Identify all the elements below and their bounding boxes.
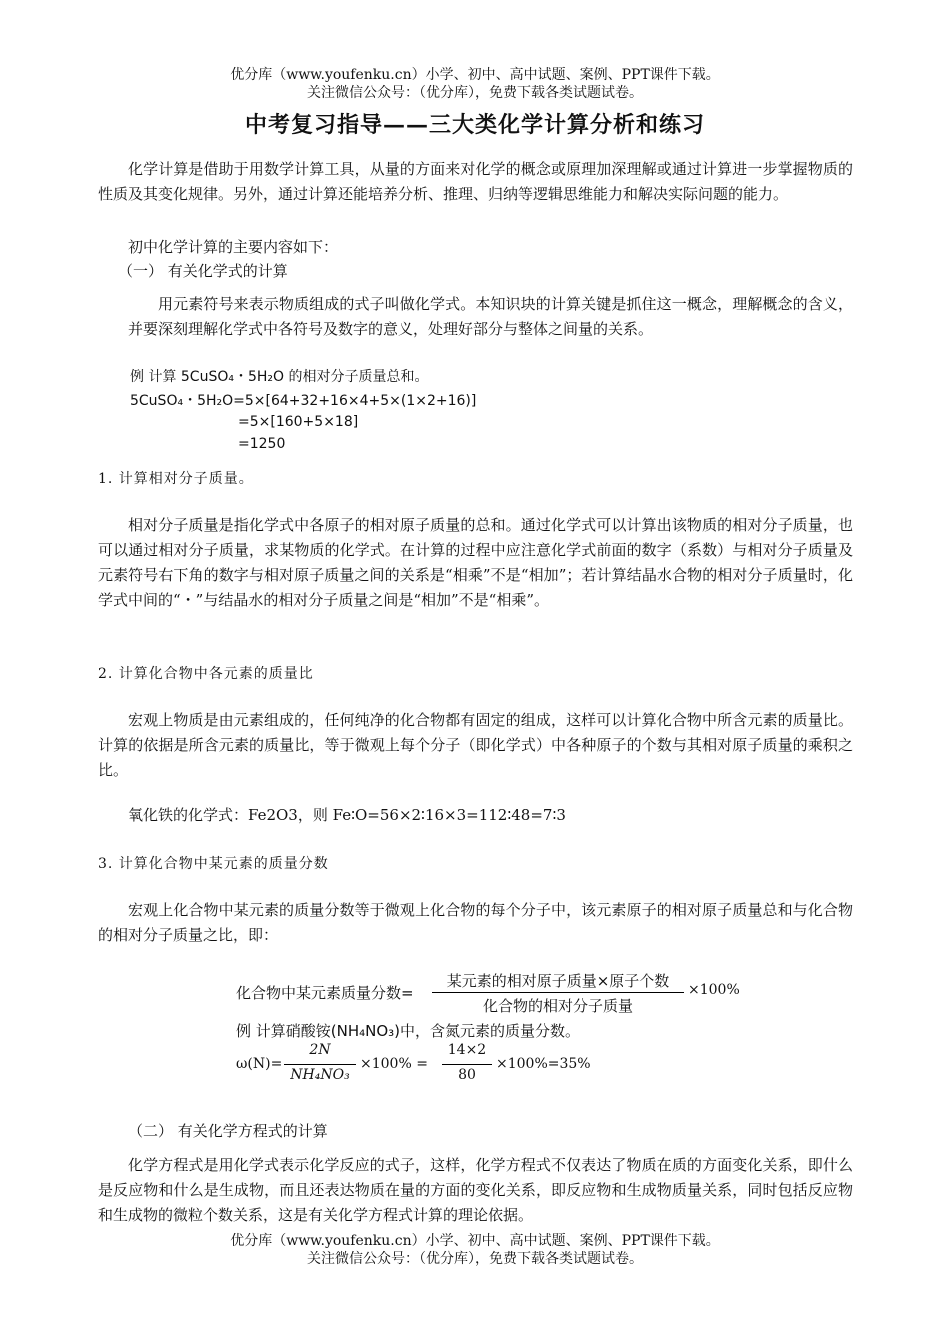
formula-den-3: 80	[458, 1067, 476, 1083]
example-1-line-2: 5CuSO₄・5H₂O=5×[64+32+16×4+5×(1×2+16)]	[130, 393, 477, 409]
section-2-paragraph: 化学方程式是用化学式表示化学反应的式子，这样，化学方程式不仅表达了物质在质的方面变化关系，即什么是反应物和什么是生成物，而且还表达物质在量的方面的变化关系，即反应物和生成物质量关系，同时包括反应物和生成物的微粒个数关系，这是有关化学方程式计算的理论依据。	[98, 1156, 853, 1224]
footer-line-1: 优分库（www.youfenku.cn）小学、初中、高中试题、案例、PPT课件下载。	[230, 1233, 720, 1249]
formula-lhs: 化合物中某元素质量分数=	[236, 984, 414, 1002]
example-1-line-3: =5×[160+5×18]	[238, 414, 359, 430]
formula-example: 例 计算硝酸铵(NH₄NO₃)中，含氮元素的质量分数。	[236, 1022, 581, 1040]
formula-mid: ×100% =	[360, 1056, 428, 1072]
formula-num-3: 14×2	[447, 1042, 487, 1058]
formula-den-2: NH₄NO₃	[290, 1067, 350, 1083]
item-2-example: 氧化铁的化学式：Fe2O3，则 Fe∶O=56×2∶16×3=112∶48=7∶3	[128, 806, 566, 824]
intro-line-2: 初中化学计算的主要内容如下：	[128, 238, 339, 256]
formula-bar-3	[442, 1064, 492, 1065]
header-line-2: 关注微信公众号：（优分库），免费下载各类试题试卷。	[307, 85, 643, 101]
item-2-paragraph: 宏观上物质是由元素组成的，任何纯净的化合物都有固定的组成，这样可以计算化合物中所含元素的质量比。计算的依据是所含元素的质量比，等于微观上每个分子（即化学式）中各种原子的个数与其相对原子质量的乘积之比。	[98, 711, 853, 779]
formula-omega: ω(N)=	[236, 1056, 283, 1072]
item-1-paragraph: 相对分子质量是指化学式中各原子的相对原子质量的总和。通过化学式可以计算出该物质的相对分子质量，也可以通过相对分子质量，求某物质的化学式。在计算的过程中应注意化学式前面的数字（系数）与相对分子质量及元素符号右下角的数字与相对原子质量之间的关系是“相乘”不是“相加”；若计算结晶水合物的相对分子质量时，化学式中间的“・”与结晶水的相对分子质量之间是“相加”不是“相乘”。	[98, 516, 853, 609]
formula-figure	[236, 968, 756, 1098]
formula-suffix: ×100%	[688, 982, 740, 998]
example-1-line-1: 例 计算 5CuSO₄・5H₂O 的相对分子质量总和。	[130, 369, 429, 385]
formula-denominator: 化合物的相对分子质量	[482, 997, 633, 1015]
section-1-heading: （一） 有关化学式的计算	[118, 262, 288, 280]
formula-result: ×100%=35%	[496, 1056, 591, 1072]
section-2-heading: （二） 有关化学方程式的计算	[128, 1122, 328, 1140]
formula-fraction-bar	[432, 992, 684, 993]
item-3-heading: 3. 计算化合物中某元素的质量分数	[98, 856, 329, 872]
formula-bar-2	[284, 1064, 356, 1065]
item-2-heading: 2. 计算化合物中各元素的质量比	[98, 666, 314, 682]
header-line-1: 优分库（www.youfenku.cn）小学、初中、高中试题、案例、PPT课件下载。	[230, 67, 720, 83]
section-1-paragraph: 用元素符号来表示物质组成的式子叫做化学式。本知识块的计算关键是抓住这一概念，理解概念的含义，并要深刻理解化学式中各符号及数字的意义，处理好部分与整体之间量的关系。	[128, 295, 853, 338]
formula-num-2: 2N	[309, 1042, 331, 1058]
item-1-heading: 1. 计算相对分子质量。	[98, 471, 254, 487]
formula-numerator: 某元素的相对原子质量×原子个数	[446, 972, 670, 990]
intro-paragraph: 化学计算是借助于用数学计算工具，从量的方面来对化学的概念或原理加深理解或通过计算进一步掌握物质的性质及其变化规律。另外，通过计算还能培养分析、推理、归纳等逻辑思维能力和解决实际问题的能力。	[98, 160, 853, 203]
footer-line-2: 关注微信公众号：（优分库），免费下载各类试题试卷。	[307, 1251, 643, 1267]
page-title: 中考复习指导——三大类化学计算分析和练习	[244, 112, 705, 138]
example-1-line-4: =1250	[238, 436, 286, 452]
item-3-paragraph: 宏观上化合物中某元素的质量分数等于微观上化合物的每个分子中，该元素原子的相对原子质量总和与化合物的相对分子质量之比，即：	[98, 901, 853, 944]
